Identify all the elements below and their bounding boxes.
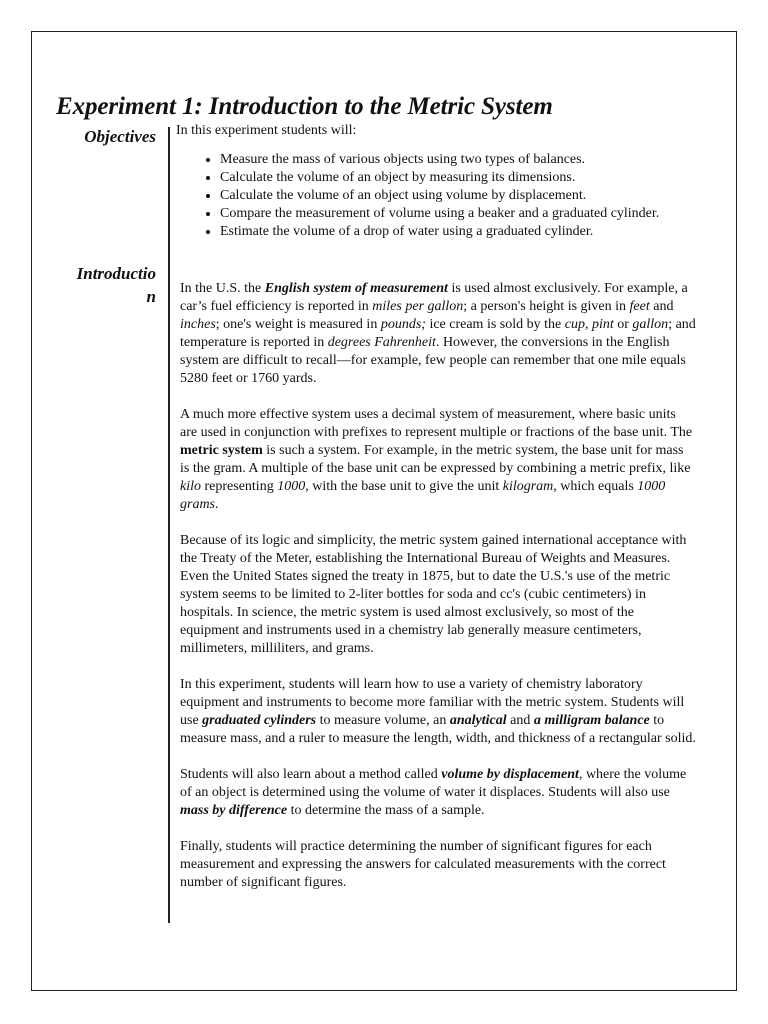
emphasis-term: graduated cylinders	[202, 713, 317, 728]
emphasis-term: gallon	[632, 317, 669, 332]
emphasis-term: a milligram balance	[533, 713, 650, 728]
emphasis-term: kilo	[180, 479, 201, 494]
emphasis-term: miles per gallon	[372, 299, 464, 314]
text-run: to measure mass, and a ruler to measure the length, width, and thickness of a rectangular solid.	[180, 713, 696, 746]
text-run: to determine the mass of a sample.	[287, 803, 485, 818]
objective-item: • Calculate the volume of an object using volume by displacement.	[220, 187, 696, 205]
emphasis-term: volume by displacement	[441, 767, 579, 782]
emphasis-term: inches	[180, 317, 216, 332]
emphasis-term: pint	[591, 317, 614, 332]
emphasis-term: pounds;	[380, 317, 426, 332]
text-run: ; one's weight is measured in	[215, 317, 381, 332]
intro-paragraph-3: Because of its logic and simplicity, the metric system gained international acceptance with the Treaty of the Meter, establishing the International Bureau of Weights and Measures. Even the United States signed the treaty in 1875, but to date the U.S.'s use of the metric system seems to be limited to 2-liter bottles for soda and cc's (cubic centimeters) in hospitals. In science, the metric system is used almost exclusively, so most of the equipment and instruments used in a chemistry lab generally measure centimeters, millimeters, milliliters, and grams.	[180, 533, 687, 656]
intro-paragraph-6: Finally, students will practice determining the number of significant figures for each measurement and expressing the answers for calculated measurements with the correct number of significant figures.	[180, 839, 666, 890]
text-run: is such a system. For example, in the metric system, the base unit for mass is the gram. A multiple of the base unit can be expressed by combining a metric prefix, like	[180, 443, 691, 476]
text-run: and	[506, 713, 534, 728]
introduction-section	[180, 280, 696, 892]
emphasis-term: mass by difference	[180, 803, 288, 818]
text-run: , where the volume of an object is determined using the volume of water it displaces. Students will also use	[180, 767, 687, 800]
text-run: to measure volume, an	[316, 713, 450, 728]
objective-item: • Measure the mass of various objects using two types of balances.	[220, 151, 696, 169]
objective-item: • Calculate the volume of an object by measuring its dimensions.	[220, 169, 696, 187]
introduction-heading	[56, 262, 156, 308]
text-run: Students will also learn about a method called	[180, 767, 442, 782]
text-run: and	[649, 299, 674, 314]
introduction-heading-line2: n	[146, 287, 156, 306]
text-run: ice cream is sold by the	[425, 317, 565, 332]
text-run: ; and temperature is reported in	[180, 317, 696, 350]
text-run: is used almost exclusively. For example, a car’s fuel efficiency is reported in	[180, 281, 688, 314]
emphasis-term: degrees Fahrenheit	[327, 335, 436, 350]
text-run: In this experiment, students will learn how to use a variety of chemistry laboratory equipment and instruments to become more familiar with the metric system. Students will use	[180, 677, 685, 728]
emphasis-english-system: English system of measurement	[264, 281, 448, 296]
text-run: . However, the conversions in the English system are difficult to recall—for example, few people can remember that one mile equals 5280 feet or 1760 yards.	[180, 335, 686, 386]
emphasis-term: feet	[629, 299, 650, 314]
objective-item: • Estimate the volume of a drop of water using a graduated cylinder.	[220, 223, 696, 241]
objectives-list	[176, 151, 696, 241]
text-run: .	[215, 497, 219, 512]
introduction-heading-line1: Introductio	[76, 264, 156, 283]
objectives-heading: Objectives	[84, 127, 156, 146]
intro-paragraph-1	[180, 280, 696, 388]
emphasis-term: kilogram,	[502, 479, 557, 494]
objectives-section	[176, 121, 696, 241]
text-run: or	[613, 317, 633, 332]
emphasis-term: cup	[564, 317, 585, 332]
objectives-lead: In this experiment students will:	[176, 123, 357, 138]
text-run: , with the base unit to give the unit	[305, 479, 503, 494]
text-run: A much more effective system uses a decimal system of measurement, where basic units are used in conjunction with prefixes to represent multiple or fractions of the base unit. The	[180, 407, 693, 440]
emphasis-term: 1000	[277, 479, 306, 494]
emphasis-term: analytical	[449, 713, 507, 728]
intro-paragraph-5	[180, 766, 696, 820]
text-run: In the U.S. the	[180, 281, 265, 296]
text-run: which equals	[556, 479, 638, 494]
document-title: Experiment 1: Introduction to the Metric System	[56, 93, 553, 120]
emphasis-metric-system: metric system	[180, 443, 263, 458]
text-run: ,	[584, 317, 592, 332]
objective-item: • Compare the measurement of volume using a beaker and a graduated cylinder.	[220, 205, 696, 223]
section-divider-rule	[168, 127, 170, 923]
emphasis-term: 1000 grams	[180, 479, 666, 512]
text-run: ; a person's height is given in	[463, 299, 630, 314]
text-run: representing	[201, 479, 278, 494]
intro-paragraph-2	[180, 406, 696, 514]
intro-paragraph-4	[180, 676, 696, 748]
